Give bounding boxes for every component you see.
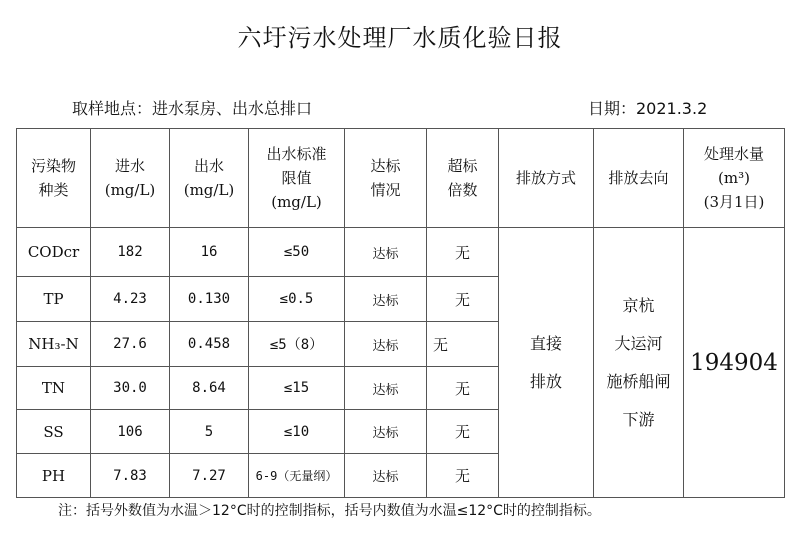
outflow-value: 0.130	[170, 277, 249, 322]
header-discharge-method: 排放方式	[499, 129, 594, 228]
discharge-destination-line-3: 施桥船闸	[606, 371, 671, 391]
header-inflow-line-1: 进水	[114, 157, 145, 175]
outflow-value: 8.64	[170, 367, 249, 410]
inflow-value: 4.23	[91, 277, 170, 322]
header-pollutant	[17, 129, 91, 228]
pollutant-name: PH	[17, 454, 91, 498]
header-volume	[684, 129, 785, 228]
header-exceed-line-1: 超标	[447, 157, 478, 175]
report-date: 日期：2021.3.2	[588, 99, 708, 118]
pollutant-name: NH₃-N	[17, 322, 91, 367]
header-limit-line-3: (mg/L)	[271, 193, 322, 211]
status-value: 达标	[345, 454, 427, 498]
exceed-value: 无	[427, 277, 499, 322]
header-limit-line-2: 限值	[281, 169, 312, 187]
outflow-value: 16	[170, 228, 249, 277]
table-row	[17, 228, 785, 277]
discharge-destination-cell	[594, 228, 684, 498]
outflow-value: 7.27	[170, 454, 249, 498]
treated-volume: 194904	[684, 228, 785, 498]
header-limit-line-1: 出水标准	[266, 145, 327, 163]
pollutant-name: CODcr	[17, 228, 91, 277]
limit-value: ≤50	[249, 228, 345, 277]
exceed-value: 无	[427, 367, 499, 410]
header-status	[345, 129, 427, 228]
inflow-value: 7.83	[91, 454, 170, 498]
status-value: 达标	[345, 410, 427, 454]
header-outflow	[170, 129, 249, 228]
pollutant-name: TP	[17, 277, 91, 322]
header-status-line-2: 情况	[370, 181, 401, 199]
inflow-value: 106	[91, 410, 170, 454]
header-outflow-line-2: (mg/L)	[183, 181, 235, 199]
discharge-destination-line-4: 下游	[622, 409, 655, 429]
inflow-value: 182	[91, 228, 170, 277]
header-exceed-line-2: 倍数	[447, 181, 478, 199]
discharge-destination-line-1: 京杭	[622, 295, 655, 315]
header-discharge-destination: 排放去向	[594, 129, 684, 228]
header-exceed	[427, 129, 499, 228]
exceed-value: 无	[427, 454, 499, 498]
exceed-value: 无	[427, 228, 499, 277]
limit-value: ≤0.5	[249, 277, 345, 322]
inflow-value: 30.0	[91, 367, 170, 410]
discharge-method-cell	[499, 228, 594, 498]
water-quality-table	[16, 128, 785, 498]
header-outflow-line-1: 出水	[193, 157, 224, 175]
limit-value: ≤5（8）	[249, 322, 345, 367]
limit-value: ≤15	[249, 367, 345, 410]
header-volume-line-3: (3月1日)	[703, 193, 765, 211]
limit-value: ≤10	[249, 410, 345, 454]
header-limit	[249, 129, 345, 228]
footnote: 注：括号外数值为水温＞12°C时的控制指标，括号内数值为水温≤12°C时的控制指标。	[58, 503, 601, 519]
status-value: 达标	[345, 277, 427, 322]
report-title: 六圩污水处理厂水质化验日报	[237, 24, 563, 52]
status-value: 达标	[345, 322, 427, 367]
inflow-value: 27.6	[91, 322, 170, 367]
discharge-method-line-2: 排放	[529, 371, 562, 391]
outflow-value: 0.458	[170, 322, 249, 367]
limit-value: 6-9（无量纲）	[249, 454, 345, 498]
discharge-destination-line-2: 大运河	[614, 333, 663, 353]
header-row	[17, 129, 785, 228]
header-pollutant-line-1: 污染物	[30, 157, 76, 175]
header-inflow	[91, 129, 170, 228]
exceed-value: 无	[427, 410, 499, 454]
header-volume-line-1: 处理水量	[703, 145, 764, 163]
discharge-method-line-1: 直接	[529, 333, 562, 353]
sampling-location: 取样地点：进水泵房、出水总排口	[72, 99, 313, 118]
header-status-line-1: 达标	[370, 157, 401, 175]
header-volume-line-2: (m³)	[718, 169, 750, 187]
header-inflow-line-2: (mg/L)	[104, 181, 156, 199]
pollutant-name: SS	[17, 410, 91, 454]
status-value: 达标	[345, 228, 427, 277]
pollutant-name: TN	[17, 367, 91, 410]
outflow-value: 5	[170, 410, 249, 454]
header-pollutant-line-2: 种类	[38, 181, 69, 199]
status-value: 达标	[345, 367, 427, 410]
exceed-value: 无	[427, 322, 499, 367]
